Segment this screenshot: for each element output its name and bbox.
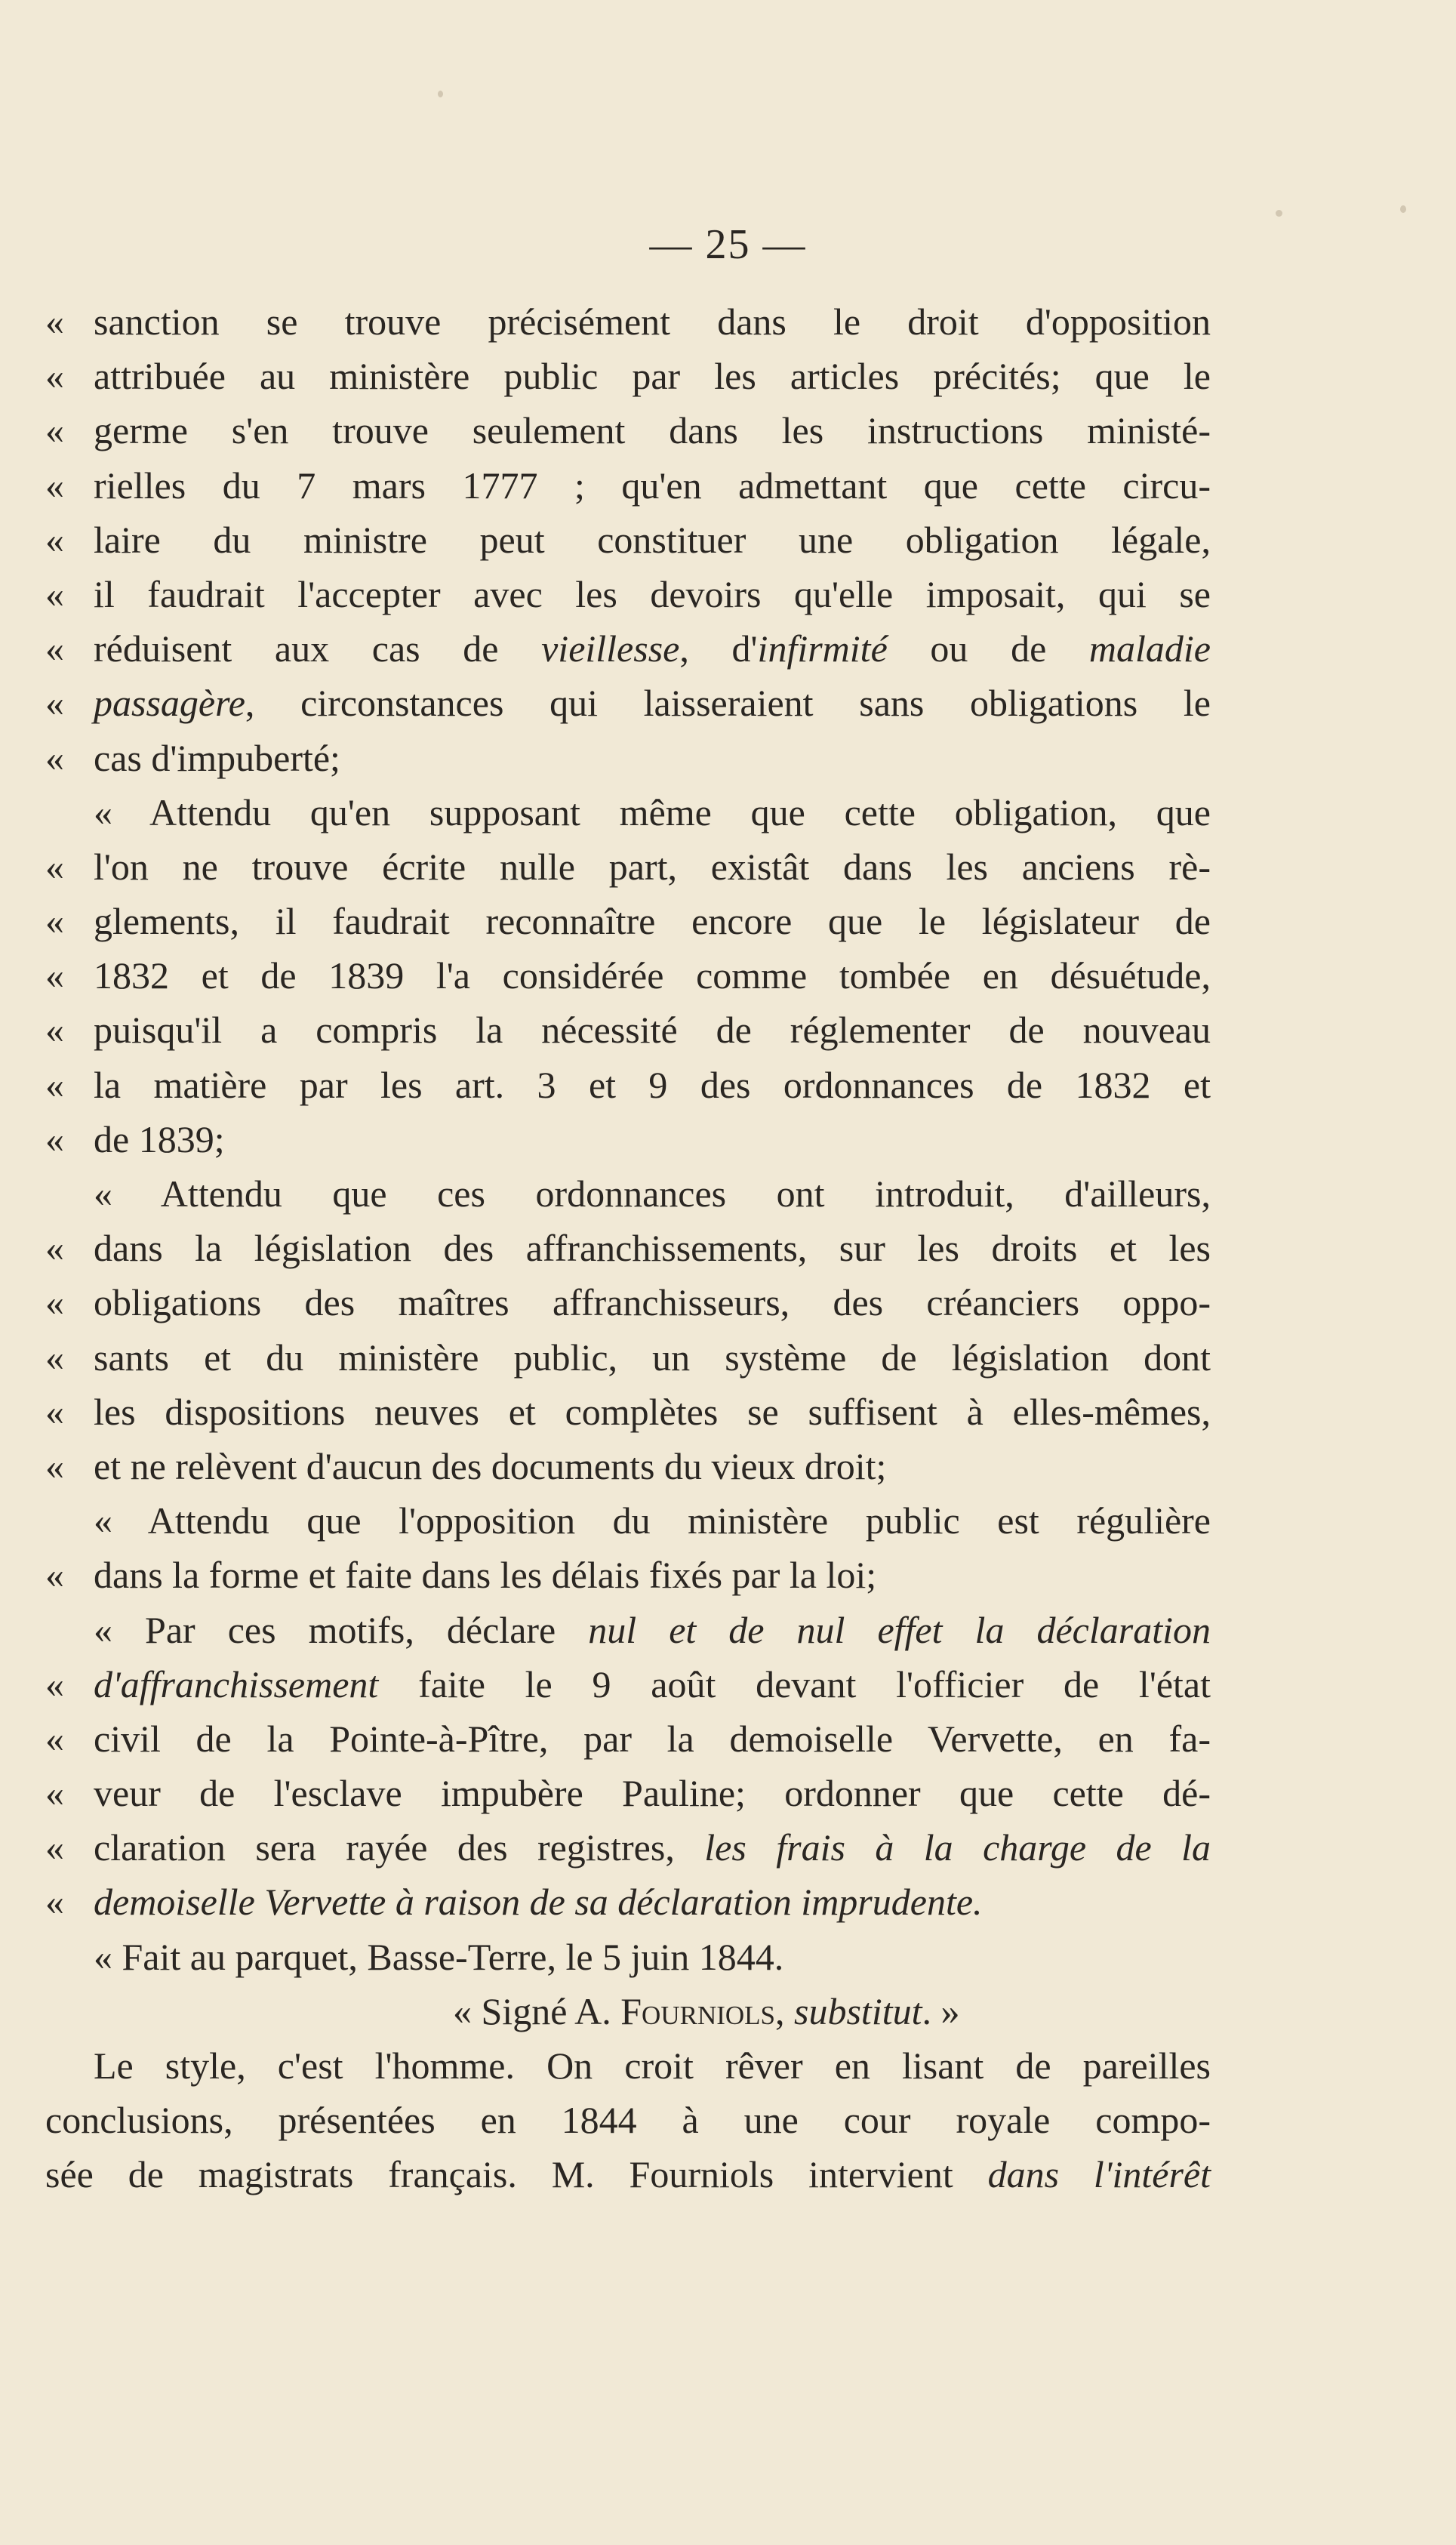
text-line [45, 1003, 1211, 1057]
text-segment: , circonstances qui laisseraient sans obligations le [245, 682, 1211, 725]
line-text: Le style, c'est l'homme. On croit rêver en lisant de pareilles [94, 2044, 1211, 2087]
text-segment: « Signé A. [453, 1989, 621, 2032]
line-text: « Attendu que ces ordonnances ont introduit, d'ailleurs, [94, 1172, 1211, 1215]
text-line [45, 2093, 1211, 2147]
text-line [45, 1875, 1193, 1929]
line-text: rielles du 7 mars 1777 ; qu'en admettant que cette circu- [94, 464, 1211, 507]
text-line [45, 2038, 1211, 2093]
italic-text: substitut [794, 1989, 922, 2032]
page-number: — 25 — [649, 221, 807, 268]
text-line [45, 894, 1211, 948]
line-text: il faudrait l'accepter avec les devoirs qu'elle imposait, qui se [94, 572, 1211, 615]
quote-mark: « [45, 1390, 64, 1433]
quote-mark: « [45, 1772, 64, 1815]
text-segment: . » [922, 1989, 960, 2032]
quote-mark: « [45, 1063, 64, 1106]
quote-mark: « [45, 1336, 64, 1379]
line-text: l'on ne trouve écrite nulle part, existât dans les anciens rè- [94, 845, 1211, 888]
line-text [94, 1875, 1211, 1929]
italic-text: infirmité [757, 627, 888, 670]
line-text [94, 676, 1211, 730]
text-line [45, 1221, 1211, 1275]
text-line [45, 1058, 1211, 1112]
italic-text: vieillesse [541, 627, 680, 670]
line-text: cas d'impuberté; [94, 736, 340, 779]
line-text: de 1839; [94, 1117, 225, 1160]
text-line [45, 1166, 1211, 1221]
text-line [45, 1820, 1211, 1875]
quote-mark: « [45, 1281, 64, 1324]
quote-mark: « [45, 1227, 64, 1270]
italic-text: d'affranchissement [94, 1662, 379, 1705]
text-line [45, 1766, 1211, 1820]
line-text: « Attendu qu'en supposant même que cette obligation, que [94, 790, 1211, 833]
line-text: sants et du ministère public, un système de législation dont [94, 1336, 1211, 1379]
text-line [45, 1548, 1193, 1602]
text-line [45, 948, 1211, 1003]
line-text: « Fait au parquet, Basse-Terre, le 5 juin 1844. [94, 1935, 784, 1978]
line-text: germe s'en trouve seulement dans les instructions ministé- [94, 409, 1211, 452]
text-segment: , [775, 1989, 795, 2032]
text-line [45, 1439, 1193, 1493]
text-line [45, 1984, 1193, 2038]
line-text [94, 1657, 1211, 1712]
text-line [45, 513, 1211, 567]
text-segment: ou de [887, 627, 1089, 670]
line-text: veur de l'esclave impubère Pauline; ordonner que cette dé- [94, 1772, 1211, 1815]
line-text: obligations des maîtres affranchisseurs, des créanciers oppo- [94, 1281, 1211, 1324]
line-text: puisqu'il a compris la nécessité de réglementer de nouveau [94, 1009, 1211, 1052]
text-line [45, 621, 1211, 676]
text-line [45, 1493, 1211, 1548]
line-text: et ne relèvent d'aucun des documents du vieux droit; [94, 1444, 887, 1487]
quote-mark: « [45, 1554, 64, 1597]
italic-text: les frais à la charge de la [704, 1826, 1211, 1869]
quote-mark: « [45, 845, 64, 888]
page-spot [438, 91, 443, 97]
line-text: « Attendu que l'opposition du ministère public est régulière [94, 1499, 1211, 1542]
line-text: dans la forme et faite dans les délais fixés par la loi; [94, 1554, 877, 1597]
text-line [45, 840, 1211, 894]
text-segment: réduisent aux cas de [94, 627, 542, 670]
text-line [45, 567, 1211, 621]
text-line [45, 1112, 1193, 1166]
line-text [453, 1984, 1208, 2038]
italic-text: dans l'intérêt [987, 2153, 1211, 2196]
text-line [45, 1930, 1193, 1984]
line-text [94, 1603, 1211, 1657]
italic-text: demoiselle Vervette à raison de sa déclaration imprudente. [94, 1881, 983, 1924]
quote-mark: « [45, 1009, 64, 1052]
quote-mark: « [45, 572, 64, 615]
quote-mark: « [45, 1717, 64, 1760]
quote-mark: « [45, 1826, 64, 1869]
italic-text: nul et de nul effet la déclaration [588, 1608, 1211, 1651]
quote-mark: « [45, 1117, 64, 1160]
text-segment: sée de magistrats français. M. Fourniols intervient [45, 2153, 988, 2196]
line-text: les dispositions neuves et complètes se suffisent à elles-mêmes, [94, 1390, 1211, 1433]
quote-mark: « [45, 682, 64, 725]
text-line [45, 458, 1211, 513]
quote-mark: « [45, 1662, 64, 1705]
italic-text: passagère [94, 682, 245, 725]
quote-mark: « [45, 355, 64, 398]
line-text [94, 1820, 1211, 1875]
quote-mark: « [45, 736, 64, 779]
text-line [45, 1385, 1211, 1439]
quote-mark: « [45, 409, 64, 452]
quote-mark: « [45, 518, 64, 561]
text-line [45, 731, 1193, 785]
line-text: la matière par les art. 3 et 9 des ordonnances de 1832 et [94, 1063, 1211, 1106]
line-text [45, 2147, 1211, 2201]
text-line [45, 403, 1211, 458]
line-text: attribuée au ministère public par les articles précités; que le [94, 355, 1211, 398]
text-line [45, 1712, 1211, 1766]
text-line [45, 785, 1211, 840]
text-segment: claration sera rayée des registres, [94, 1826, 705, 1869]
quote-mark: « [45, 900, 64, 943]
text-segment: « Par ces motifs, déclare [94, 1608, 589, 1651]
quote-mark: « [45, 954, 64, 997]
text-line [45, 1330, 1211, 1385]
page-spot [1400, 205, 1406, 213]
text-line [45, 1275, 1211, 1330]
text-segment: Fourniols [620, 1989, 776, 2032]
text-line [45, 1657, 1211, 1712]
text-line [45, 294, 1211, 349]
text-line [45, 676, 1211, 730]
quote-mark: « [45, 464, 64, 507]
quote-mark: « [45, 1444, 64, 1487]
text-line [45, 1603, 1211, 1657]
line-text [94, 621, 1211, 676]
line-text: 1832 et de 1839 l'a considérée comme tombée en désuétude, [94, 954, 1211, 997]
line-text: dans la législation des affranchissements, sur les droits et les [94, 1227, 1211, 1270]
document-body [45, 294, 1211, 2202]
line-text: conclusions, présentées en 1844 à une cour royale compo- [45, 2099, 1211, 2142]
line-text: sanction se trouve précisément dans le droit d'opposition [94, 300, 1211, 343]
text-segment: , d' [679, 627, 758, 670]
line-text: laire du ministre peut constituer une obligation légale, [94, 518, 1211, 561]
quote-mark: « [45, 300, 64, 343]
text-line [45, 2147, 1211, 2201]
text-line [45, 349, 1211, 403]
text-segment: faite le 9 août devant l'officier de l'état [378, 1662, 1211, 1705]
quote-mark: « [45, 1881, 64, 1924]
italic-text: maladie [1088, 627, 1211, 670]
page-spot [1276, 210, 1282, 217]
line-text: glements, il faudrait reconnaître encore que le législateur de [94, 900, 1211, 943]
line-text: civil de la Pointe-à-Pître, par la demoiselle Vervette, en fa- [94, 1717, 1211, 1760]
quote-mark: « [45, 627, 64, 670]
